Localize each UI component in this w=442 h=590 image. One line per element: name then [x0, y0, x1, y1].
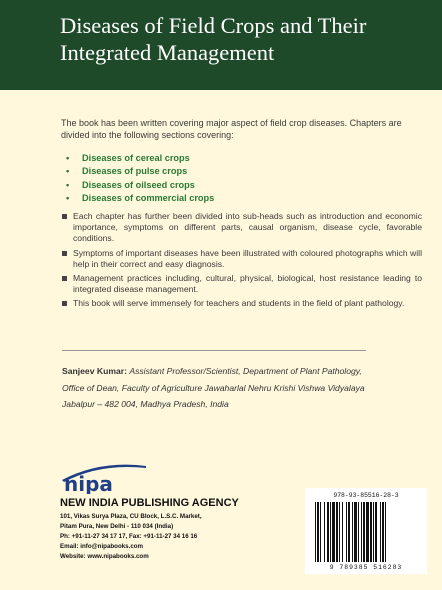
feature-item — [62, 298, 422, 309]
feature-item — [62, 211, 422, 245]
barcode-icon — [313, 502, 421, 562]
publisher-phone: Ph: +91-11-27 34 17 17, Fax: +91-11-27 34 16 16 — [60, 533, 198, 540]
book-title-line-2: Integrated Management — [60, 40, 275, 65]
square-bullet-icon — [62, 301, 67, 306]
section-label: Diseases of cereal crops — [82, 153, 190, 163]
isbn-number: 978-93-85516-28-3 — [333, 492, 399, 499]
section-item — [66, 179, 214, 192]
bullet-icon: • — [66, 179, 70, 190]
section-label: Diseases of pulse crops — [82, 166, 188, 177]
logo-text: nipa — [64, 472, 113, 494]
feature-item — [62, 248, 422, 270]
bullet-icon: • — [66, 153, 70, 163]
section-list — [66, 152, 214, 205]
square-bullet-icon — [62, 276, 67, 281]
publisher-email: Email: info@nipabooks.com — [60, 543, 144, 550]
author-name: Sanjeev Kumar: — [62, 366, 127, 376]
feature-list — [62, 211, 422, 313]
section-label: Diseases of commercial crops — [82, 192, 215, 203]
author-line-3: Jabalpur – 482 004, Madhya Pradesh, India — [62, 399, 229, 409]
intro-text: The book has been written covering major aspect of field crop diseases. Chapters are divided into the following sections covering: — [61, 118, 402, 140]
feature-text: This book will serve immensely for teachers and students in the field of plant pathology. — [73, 298, 405, 309]
feature-text: Management practices including, cultural, physical, biological, host resistance leading to integrated disease management. — [73, 273, 422, 295]
publisher-address-2: Pitam Pura, New Delhi - 110 034 (India) — [60, 523, 174, 530]
nipa-logo — [60, 458, 150, 494]
publisher-name: NEW INDIA PUBLISHING AGENCY — [60, 497, 239, 509]
book-title-line-1: Diseases of Field Crops and Their — [60, 13, 367, 38]
bullet-icon: • — [66, 192, 70, 203]
publisher-address-1: 101, Vikas Surya Plaza, CU Block, L.S.C. Market, — [60, 513, 202, 520]
section-item — [66, 192, 214, 205]
feature-text: Symptoms of important diseases have been illustrated with coloured photographs which will help in their correct and easy diagnosis. — [73, 247, 422, 269]
square-bullet-icon — [62, 251, 67, 256]
author-line-1: Assistant Professor/Scientist, Department of Plant Pathology, — [129, 366, 362, 376]
title-banner — [0, 0, 442, 90]
section-label: Diseases of oilseed crops — [82, 179, 195, 190]
square-bullet-icon — [62, 214, 67, 219]
barcode-digits: 9 789385 516283 — [329, 564, 403, 571]
author-line-2: Office of Dean, Faculty of Agriculture Jawaharlal Nehru Krishi Vishwa Vidyalaya — [62, 382, 365, 393]
section-item — [66, 152, 214, 165]
bullet-icon: • — [66, 166, 70, 177]
section-item — [66, 165, 214, 178]
divider — [62, 350, 366, 351]
isbn-barcode-box — [305, 488, 427, 574]
publisher-website: Website: www.nipabooks.com — [60, 553, 149, 560]
feature-text: Each chapter has further been divided into sub-heads such as introduction and economic importance, symptoms on different parts, causal organism, disease cycle, favorable conditions. — [73, 211, 422, 244]
author-bio — [62, 363, 422, 413]
book-title — [60, 12, 430, 66]
publisher-contact — [60, 512, 202, 562]
feature-item — [62, 273, 422, 295]
